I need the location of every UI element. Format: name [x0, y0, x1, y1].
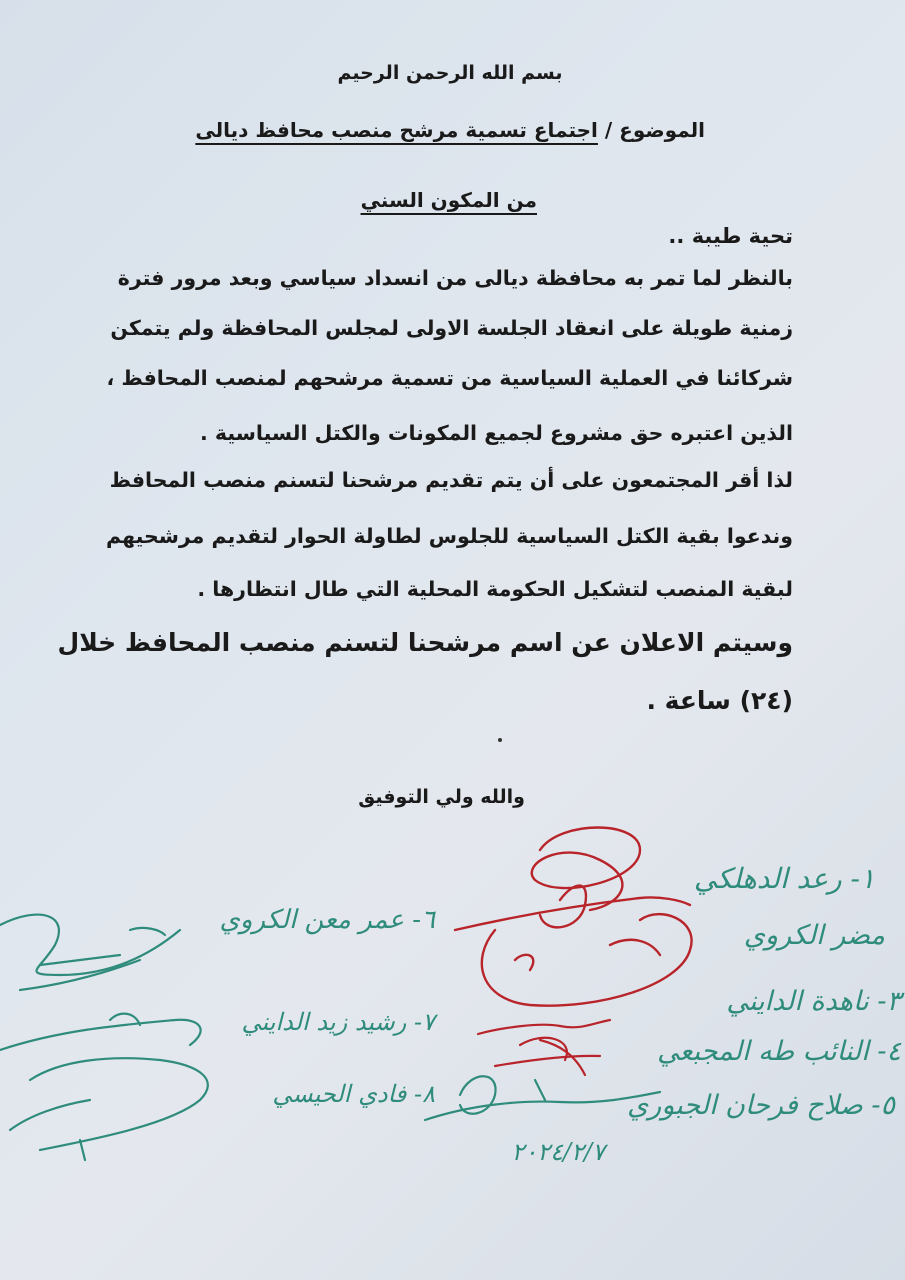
green-signature-1	[0, 915, 180, 990]
paragraph-line: لبقية المنصب لتشكيل الحكومة المحلية التي طال انتظارها .	[197, 577, 793, 601]
subject-line-2: من المكون السني	[360, 188, 537, 212]
paragraph-line: زمنية طويلة على انعقاد الجلسة الاولى لمجلس المحافظة ولم يتمكن	[110, 316, 793, 340]
announcement-line: (٢٤) ساعة .	[646, 686, 793, 715]
paragraph-line: لذا أقر المجتمعون على أن يتم تقديم مرشحنا لتسنم منصب المحافظ	[109, 468, 793, 492]
handwritten-date: ٢٠٢٤/٢/٧	[511, 1138, 605, 1166]
red-signature-1	[455, 828, 692, 1006]
paragraph-line: بالنظر لما تمر به محافظة ديالى من انسداد سياسي وبعد مرور فترة	[117, 266, 793, 290]
signatory-1: ١- رعد الدهلكي	[693, 862, 875, 895]
paragraph-line: وندعوا بقية الكتل السياسية للجلوس لطاولة الحوار لتقديم مرشحيهم	[106, 524, 793, 548]
greeting: تحية طيبة ..	[668, 224, 793, 248]
subject-prefix: الموضوع /	[604, 118, 705, 142]
basmala: بسم الله الرحمن الرحيم	[337, 62, 563, 84]
signatory-5: ٥- صلاح فرحان الجبوري	[627, 1090, 895, 1121]
green-signature-3	[425, 1076, 660, 1120]
subject-main: اجتماع تسمية مرشح منصب محافظ ديالى	[195, 118, 598, 142]
signatory-2: مضر الكروي	[743, 920, 885, 951]
closing-line: والله ولي التوفيق	[358, 786, 525, 808]
signatory-6: ٦- عمر معن الكروي	[219, 905, 435, 935]
paragraph-line: الذين اعتبره حق مشروع لجميع المكونات والكتل السياسية .	[199, 421, 793, 445]
signatory-4: ٤- النائب طه المجبعي	[657, 1036, 901, 1067]
signatory-7: ٧- رشيد زيد الدايني	[241, 1008, 435, 1036]
green-signature-2	[0, 1014, 208, 1160]
announcement-line: وسيتم الاعلان عن اسم مرشحنا لتسنم منصب المحافظ خلال	[57, 628, 793, 657]
signatory-3: ٣- ناهدة الدايني	[726, 986, 901, 1017]
red-signature-2	[478, 1020, 610, 1075]
paragraph-line: شركائنا في العملية السياسية من تسمية مرشحهم لمنصب المحافظ ،	[106, 366, 793, 390]
signatory-8: ٨- فادي الحيسي	[272, 1080, 435, 1108]
